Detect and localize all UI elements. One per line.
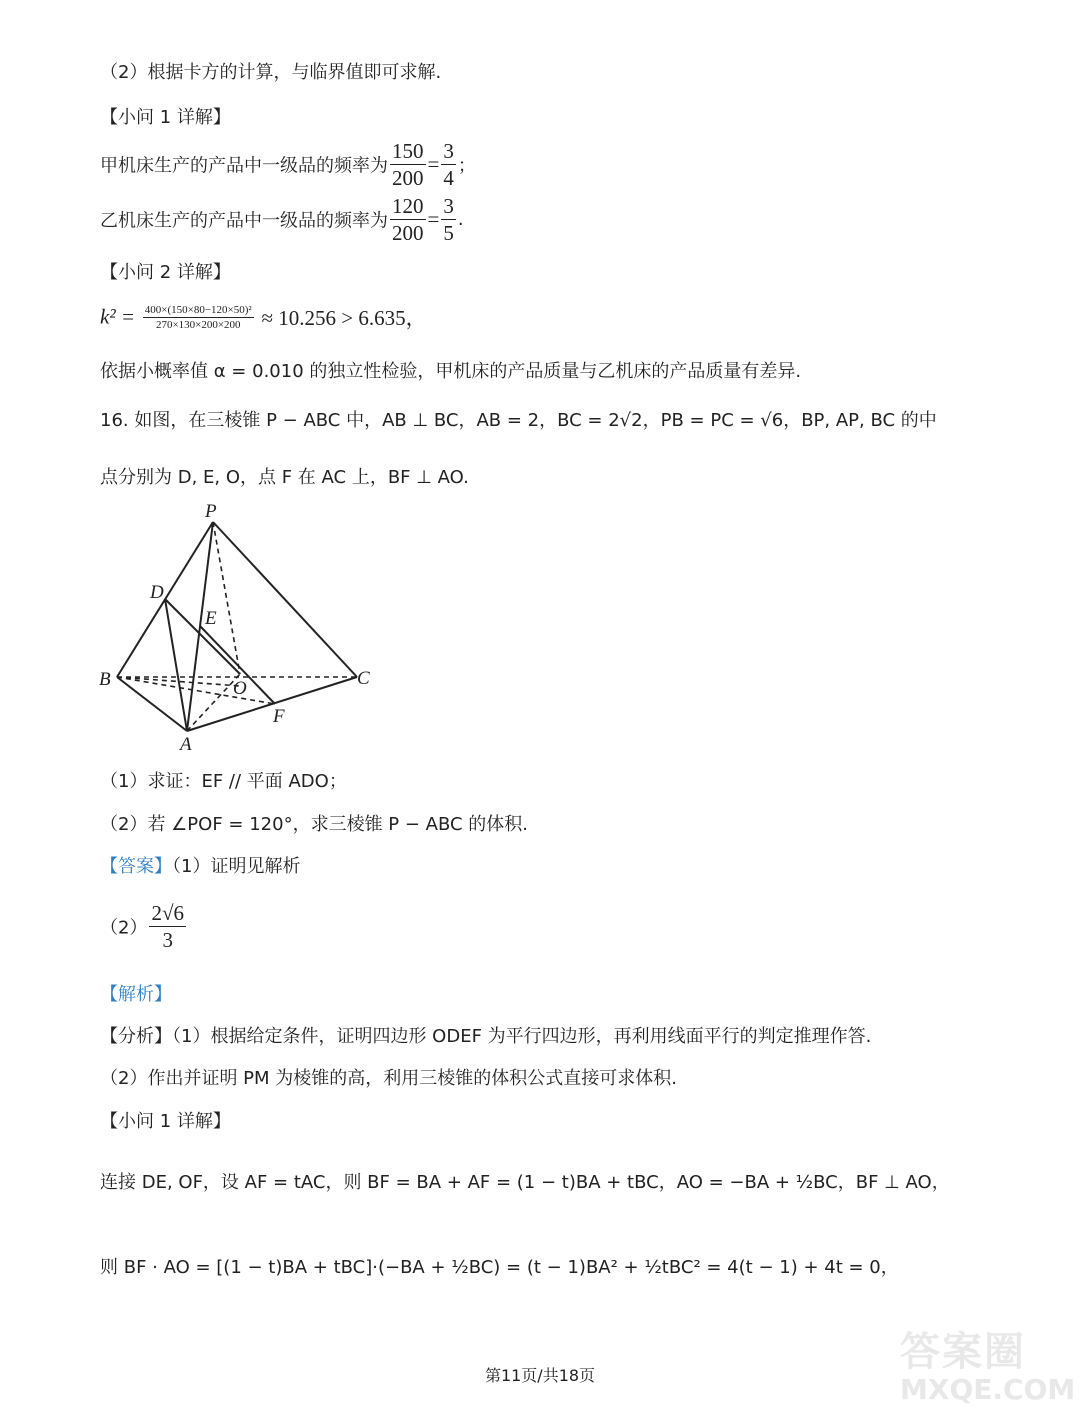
- section-heading-q2: 【小问 2 详解】: [100, 262, 231, 283]
- vector-line-1: 连接 DE, OF，设 AF = tAC，则 BF = BA + AF = (1 − t)BA + tBC，AO = −BA + ½BC，BF ⊥ AO，: [100, 1172, 950, 1193]
- hint-2: （2）根据卡方的计算，与临界值即可求解.: [100, 62, 442, 83]
- independence-conclusion: 依据小概率值 α = 0.010 的独立性检验，甲机床的产品质量与乙机床的产品质量有差异.: [100, 361, 802, 382]
- freq-line-jia: 甲机床生产的产品中一级品的频率为 $\frac{150}{200}$ = $\frac{3}{4}$ ；: [100, 139, 476, 190]
- label-E: E: [205, 608, 217, 629]
- seg-BF-dashed: [117, 677, 275, 704]
- analysis-2: （2）作出并证明 PM 为棱锥的高，利用三棱锥的体积公式直接可求体积.: [100, 1068, 677, 1089]
- analysis-1: 【分析】（1）根据给定条件，证明四边形 ODEF 为平行四边形，再利用线面平行的判定推理作答.: [100, 1026, 872, 1047]
- frac-den: 200: [392, 166, 424, 190]
- page-footer: 第11页/共18页: [484, 1366, 596, 1385]
- chi-square-line: k² = $\frac{\text{400×(150×80−120×50)²}}{270\times 130\times 200\times 200}$ ≈ 10.256 > 6.635，: [100, 303, 427, 331]
- label-O: O: [233, 678, 247, 699]
- question-1: （1）求证：EF // 平面 ADO；: [100, 771, 347, 792]
- label-B: B: [99, 669, 111, 690]
- answer-tag: 【答案】: [100, 856, 172, 877]
- label-P: P: [205, 501, 217, 522]
- vector-line-2: 则 BF · AO = [(1 − t)BA + tBC]·(−BA + ½BC) = (t − 1)BA² + ½tBC² = 4(t − 1) + 4t = 0，: [100, 1257, 899, 1278]
- edge-BA: [117, 677, 187, 731]
- label-D: D: [150, 582, 164, 603]
- label-A: A: [180, 734, 192, 755]
- section-heading-q1: 【小问 1 详解】: [100, 107, 231, 128]
- freq-line-yi: 乙机床生产的产品中一级品的频率为 $\frac{120}{200}$ = $\frac{3}{5}$ .: [100, 194, 464, 245]
- label-F: F: [273, 706, 285, 727]
- section-heading-q1-b: 【小问 1 详解】: [100, 1111, 231, 1132]
- label-C: C: [357, 668, 370, 689]
- question-2: （2）若 ∠POF = 120°，求三棱锥 P − ABC 的体积.: [100, 814, 529, 835]
- problem-16-stem-cont: 点分别为 D, E, O，点 F 在 AC 上，BF ⊥ AO.: [100, 467, 469, 488]
- problem-16-stem: 16. 如图，在三棱锥 P − ABC 中，AB ⊥ BC，AB = 2，BC = 2√2，PB = PC = √6，BP, AP, BC 的中: [100, 410, 937, 431]
- answer-line-1: 【答案】（1）证明见解析: [100, 856, 301, 877]
- watermark-logo: 答案圈 MXQE.COM: [900, 1329, 1076, 1406]
- pyramid-figure: [95, 500, 385, 755]
- frac-num: 150: [392, 139, 424, 163]
- analysis-tag: 【解析】: [100, 984, 172, 1005]
- answer-line-2: （2） $\frac{2√6}{3}$: [100, 901, 184, 952]
- edge-PC: [213, 522, 357, 677]
